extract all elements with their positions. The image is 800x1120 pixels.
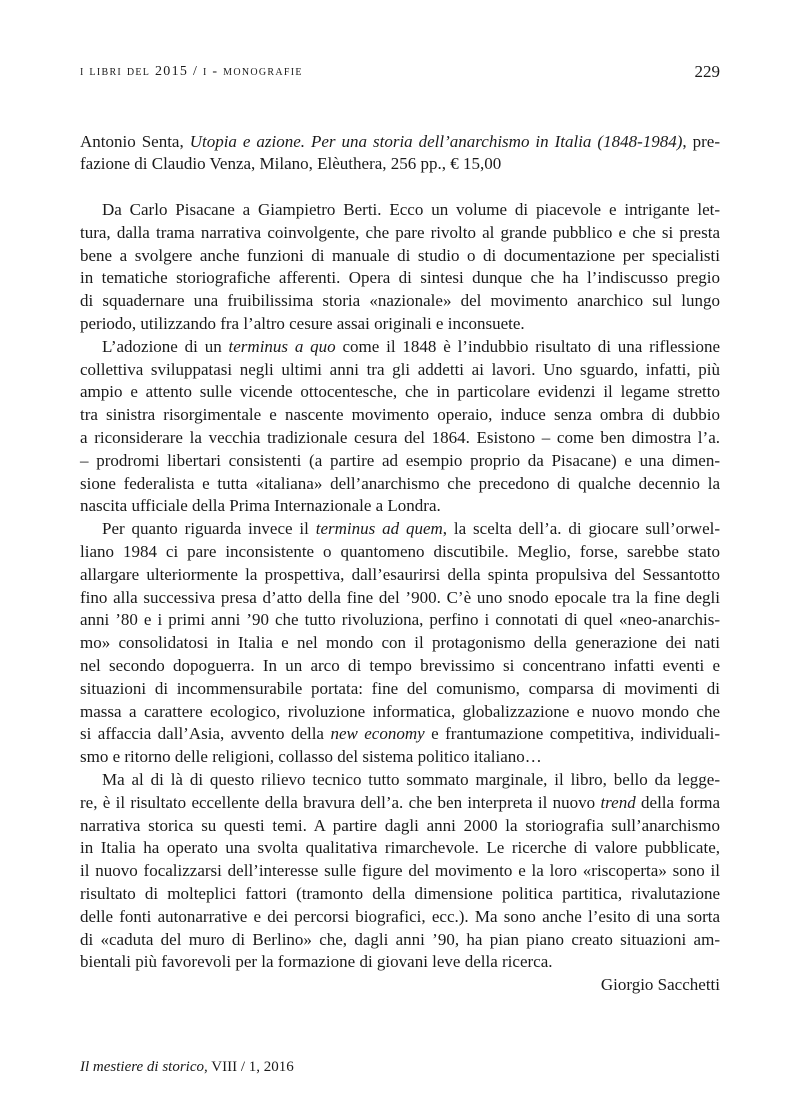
text-line: a riconsiderare la vecchia tradizionale cesura del 1864. Esistono – come ben dimostra l’a. bbox=[80, 427, 720, 447]
text-line: Ma al di là di questo rilievo tecnico tutto sommato marginale, il libro, bello da legge- bbox=[102, 769, 720, 789]
emphasized-term: new economy bbox=[330, 724, 425, 744]
text-line: smo e ritorno delle religioni, collasso del sistema politico italiano… bbox=[80, 747, 542, 767]
text-span: Per quanto riguarda invece il bbox=[102, 519, 316, 539]
running-title: i libri del 2015 / i - monografie bbox=[80, 64, 303, 79]
text-line: bientali più favorevoli per la formazione di giovani leve della ricerca. bbox=[80, 952, 553, 972]
journal-title: Il mestiere di storico bbox=[80, 1059, 205, 1075]
text-line: mo» consolidatosi in Italia e nel mondo con il protagonismo della generazione dei nati bbox=[80, 633, 720, 653]
text-line: in tematiche storiografiche afferenti. Opera di sintesi dunque che ha l’indiscusso pregio bbox=[80, 268, 720, 288]
text-line: Da Carlo Pisacane a Giampietro Berti. Ecco un volume di piacevole e intrigante let- bbox=[102, 200, 720, 219]
text-line: massa a carattere ecologico, rivoluzione informatica, globalizzazione e nuovo mondo che bbox=[80, 701, 720, 721]
text-line bbox=[80, 723, 720, 746]
text-line: tura, dalla trama narrativa coinvolgente, che pare rivolto al grande pubblico e che si presta bbox=[80, 222, 720, 242]
text-line bbox=[80, 336, 720, 359]
text-line: narrativa storica su questi temi. A partire dagli anni 2000 la storiografia sull’anarchismo bbox=[80, 815, 720, 835]
latin-term: terminus ad quem bbox=[315, 519, 443, 539]
text-span: L’adozione di un bbox=[102, 336, 229, 356]
text-span: come il 1848 è l’indubbio risultato di una riflessione bbox=[335, 336, 720, 356]
text-line: nel secondo dopoguerra. In un arco di tempo brevissimo si concentrano infatti eventi e bbox=[80, 655, 720, 675]
text-line: situazioni di incommensurabile portata: fine del comunismo, comparsa di movimenti di bbox=[80, 678, 720, 698]
text-line: ampio e attento sulle vicende ottocentesche, che in particolare evidenzi il legame stretto bbox=[80, 382, 720, 402]
book-citation bbox=[80, 131, 720, 175]
journal-issue: , VIII / 1, 2016 bbox=[204, 1059, 294, 1075]
text-line: di «caduta del muro di Berlino» che, dagli anni ’90, ha pian piano creato situazioni am- bbox=[80, 929, 720, 949]
text-line: il nuovo focalizzarsi dell’interesse sulle figure del movimento e la loro «riscoperta» sono il bbox=[80, 861, 720, 881]
text-line: di squadernare una fruibilissima storia «nazionale» del movimento anarchico sul lungo bbox=[80, 291, 720, 311]
text-line: allargare ulteriormente la prospettiva, dall’esaurirsi della spinta propulsiva del Sessantotto bbox=[80, 564, 720, 584]
text-line: – prodromi libertari consistenti (a partire ad esempio proprio da Pisacane) e una dimen- bbox=[80, 450, 720, 470]
text-span: re, è il risultato eccellente della bravura dell’a. che ben interpreta il nuovo bbox=[80, 792, 601, 812]
journal-footer bbox=[80, 1059, 294, 1076]
page-number: 229 bbox=[694, 62, 720, 81]
citation-line bbox=[80, 131, 720, 153]
text-line: tra sinistra risorgimentale e nascente movimento operaio, induce senza ombra di dubbio bbox=[80, 405, 720, 425]
paragraph-4 bbox=[80, 769, 720, 974]
text-line: nascita ufficiale della Prima Internazionale a Londra. bbox=[80, 496, 441, 516]
emphasized-term: trend bbox=[600, 792, 636, 812]
text-line: risultato di molteplici fattori (tramonto della dimensione politica partitica, rivalutazione bbox=[80, 883, 720, 903]
text-line: in Italia ha operato una svolta qualitativa rimarchevole. Le ricerche di valore pubblicate, bbox=[80, 838, 720, 858]
citation-author: Antonio Senta, bbox=[80, 132, 190, 151]
citation-rest: , pre- bbox=[682, 132, 720, 151]
latin-term: terminus a quo bbox=[228, 336, 336, 356]
text-line: fino alla successiva presa d’atto della fine del ’900. C’è uno snodo epocale tra la fine degli bbox=[80, 587, 720, 607]
running-head bbox=[80, 64, 720, 88]
text-span: si affaccia dall’Asia, avvento della bbox=[80, 724, 331, 744]
text-line bbox=[80, 792, 720, 815]
citation-line: fazione di Claudio Venza, Milano, Elèuthera, 256 pp., € 15,00 bbox=[80, 154, 502, 173]
text-line bbox=[80, 518, 720, 541]
text-line: collettiva sviluppatasi negli ultimi anni tra gli addetti ai lavori. Uno sguardo, infatti, più bbox=[80, 359, 720, 379]
paragraph-1 bbox=[80, 199, 720, 336]
text-line: periodo, utilizzando fra l’altro cesure assai originali e inconsuete. bbox=[80, 313, 525, 333]
text-line: liano 1984 ci pare inconsistente o quantomeno discutibile. Meglio, forse, sarebbe stato bbox=[80, 541, 720, 561]
text-line: anni ’80 e i primi anni ’90 che tutto rivoluziona, perfino i connotati di quel «neo-anarchis- bbox=[80, 610, 720, 630]
text-span: , la scelta dell’a. di giocare sull’orwel- bbox=[442, 519, 720, 539]
paragraph-3 bbox=[80, 518, 720, 769]
text-span: della forma bbox=[635, 792, 720, 812]
review-body bbox=[80, 199, 720, 997]
text-line: delle fonti autonarrative e dei percorsi biografici, ecc.). Ma sono anche l’esito di una sorta bbox=[80, 906, 720, 926]
citation-title: Utopia e azione. Per una storia dell’anarchismo in Italia (1848-1984) bbox=[189, 132, 683, 151]
text-line: sione federalista e tutta «italiana» dell’anarchismo che precedono di qualche decennio la bbox=[80, 473, 720, 493]
reviewer-signature: Giorgio Sacchetti bbox=[600, 975, 720, 995]
text-line: bene a svolgere anche funzioni di manuale di studio o di documentazione per specialisti bbox=[80, 245, 720, 265]
text-span: e frantumazione competitiva, individuali- bbox=[424, 724, 720, 744]
paragraph-2 bbox=[80, 336, 720, 518]
